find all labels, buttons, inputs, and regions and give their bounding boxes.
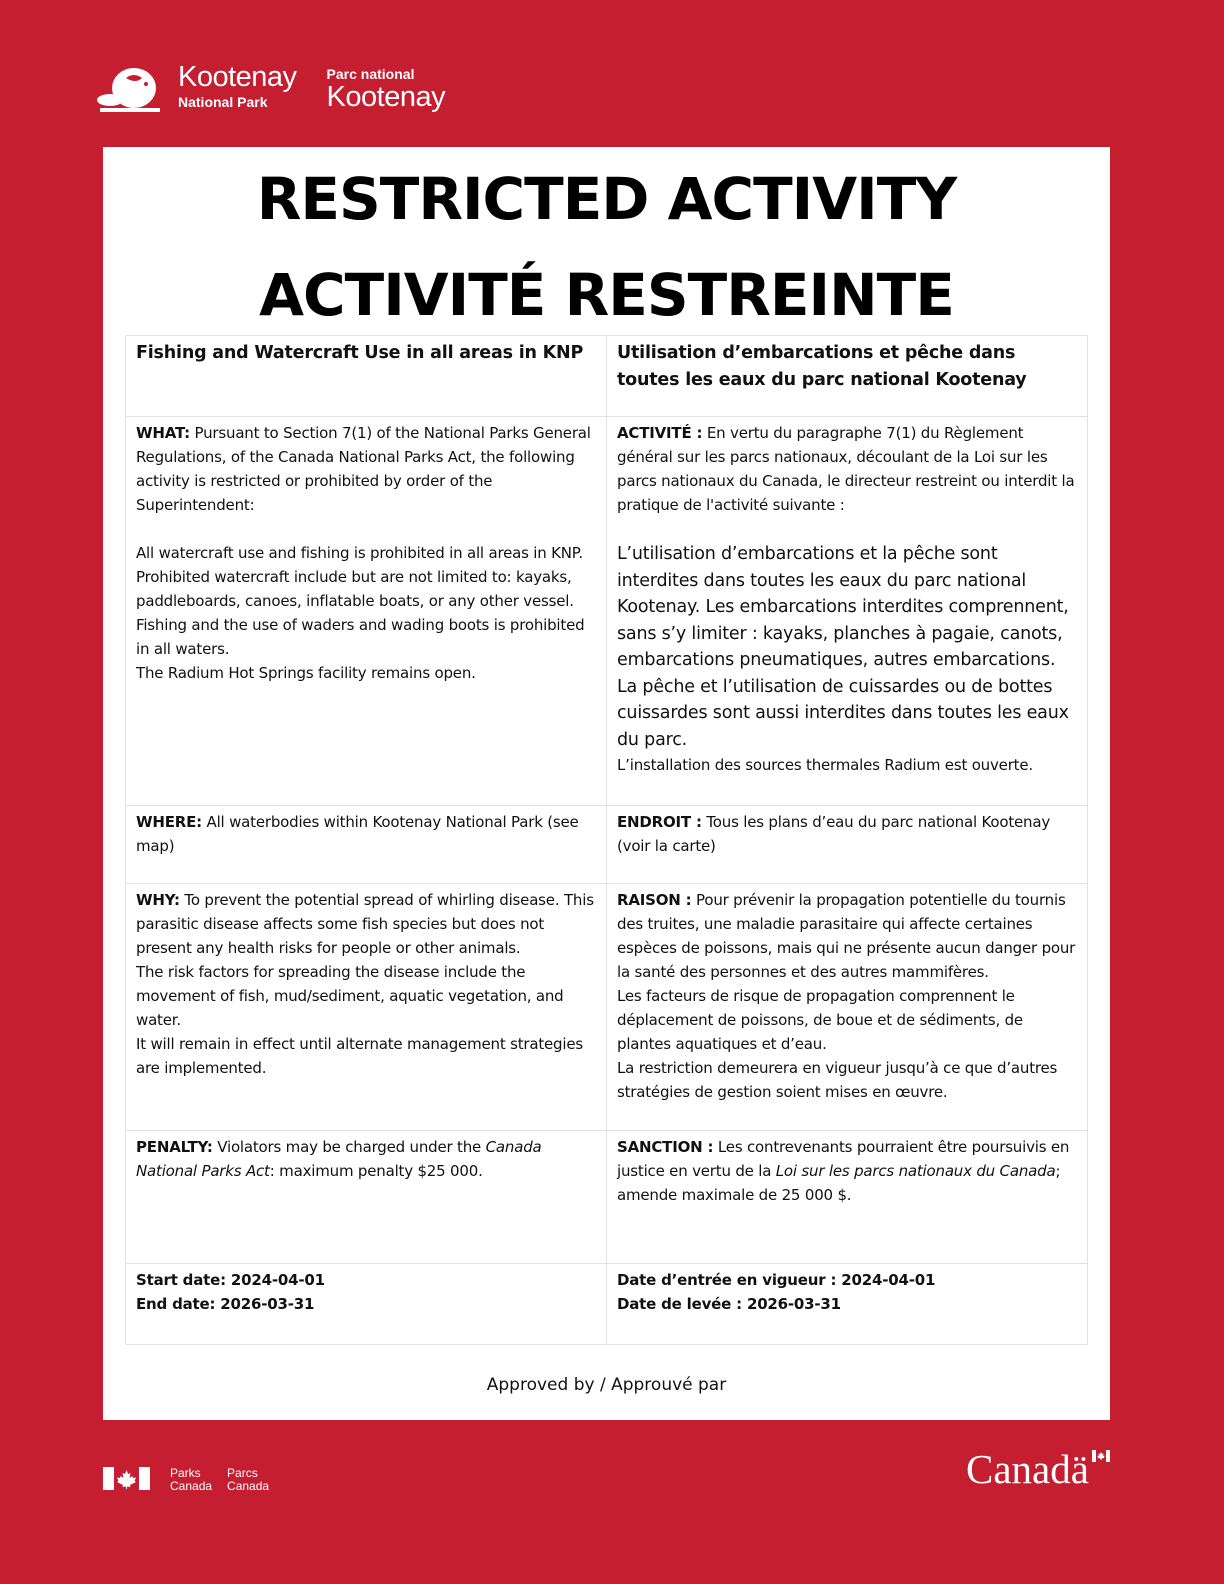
where-en-label: WHERE: (136, 813, 202, 831)
canada-wordmark: Canadä (966, 1446, 1089, 1492)
subject-fr-cell (607, 336, 1088, 417)
start-date-en: Start date: 2024-04-01 (136, 1271, 325, 1289)
what-en-cell (126, 417, 607, 806)
penalty-en-act: Canada National Parks Act (136, 1138, 542, 1180)
penalty-fr-label: SANCTION : (617, 1138, 714, 1156)
what-en-label: WHAT: (136, 424, 190, 442)
park-name-en: Kootenay (178, 61, 297, 93)
why-fr-text: Pour prévenir la propagation potentielle du tournis des truites, une maladie parasitaire qui affecte certaines espèces de poissons, mais qui ne présente aucun danger pour la santé des personnes et des autres mammifères. (617, 891, 1076, 981)
table-row (126, 1264, 1088, 1345)
where-fr-label: ENDROIT : (617, 813, 702, 831)
approved-by: Approved by / Approuvé par (486, 1375, 727, 1395)
penalty-en-post: : maximum penalty $25 000. (269, 1162, 483, 1180)
what-en-text: Pursuant to Section 7(1) of the National Parks General Regulations, of the Canada National Parks Act, the following activity is restricted or prohibited by order of the Superintendent: (136, 424, 591, 514)
park-type-fr: Parc national (326, 66, 415, 82)
brand-english (178, 62, 297, 111)
subject-en-cell (126, 336, 607, 417)
table-row (126, 806, 1088, 884)
title-english: RESTRICTED ACTIVITY (256, 165, 957, 233)
park-type-en: National Park (178, 94, 268, 110)
what-fr-p2: L’utilisation d’embarcations et la pêche sont interdites dans toutes les eaux du parc national Kootenay. Les embarcations interdites comprennent, sans s’y limiter : kayaks, planches à pagaie, canots, embarcations pneumatiques, autres embarcations. La pêche et l’utilisation de cuissardes ou de bottes cuissardes sont aussi interdites dans toutes les eaux du parc. (617, 544, 1069, 750)
park-name-fr: Kootenay (326, 81, 446, 113)
table-row (126, 417, 1088, 806)
canada-flag-icon (103, 1467, 150, 1490)
penalty-fr-post: ; amende maximale de 25 000 $. (617, 1162, 1061, 1204)
what-fr-p3: L’installation des sources thermales Radium est ouverte. (617, 756, 1033, 774)
where-en-text: All waterbodies within Kootenay National Park (see map) (136, 813, 579, 855)
end-date-en: End date: 2026-03-31 (136, 1295, 315, 1313)
what-en-p2: All watercraft use and fishing is prohibited in all areas in KNP. Prohibited watercraft include but are not limited to: kayaks, paddleboards, canoes, inflatable boats, or any other vessel. Fishing and the use of waders and wading boots is prohibited in all waters. (136, 544, 585, 658)
penalty-fr-act: Loi sur les parcs nationaux du Canada (775, 1162, 1056, 1180)
why-en-cell (126, 884, 607, 1131)
end-date-fr: Date de levée : 2026-03-31 (617, 1295, 841, 1313)
penalty-fr-cell (607, 1131, 1088, 1264)
why-en-text: To prevent the potential spread of whirling disease. This parasitic disease affects some fish species but does not present any health risks for people or other animals. (136, 891, 594, 957)
wordmark-flag-icon (1092, 1450, 1110, 1462)
agency-name-fr (227, 1467, 269, 1493)
table-row (126, 336, 1088, 417)
what-fr-cell (607, 417, 1088, 806)
why-fr-cell (607, 884, 1088, 1131)
why-en-p3: It will remain in effect until alternate management strategies are implemented. (136, 1035, 583, 1077)
why-en-p2: The risk factors for spreading the disease include the movement of fish, mud/sediment, aquatic vegetation, and water. (136, 963, 564, 1029)
what-fr-text: En vertu du paragraphe 7(1) du Règlement général sur les parcs nationaux, découlant de la Loi sur les parcs nationaux du Canada, le directeur restreint ou interdit la pratique de l'activité suivante : (617, 424, 1075, 514)
why-fr-p3: La restriction demeurera en vigueur jusqu’à ce que d’autres stratégies de gestion soient mises en œuvre. (617, 1059, 1058, 1101)
penalty-en-cell (126, 1131, 607, 1264)
title-french: ACTIVITÉ RESTREINTE (259, 261, 954, 329)
notice-sheet (103, 147, 1110, 1420)
dates-en-cell (126, 1264, 607, 1345)
penalty-en-label: PENALTY: (136, 1138, 213, 1156)
subject-fr: Utilisation d’embarcations et pêche dans toutes les eaux du parc national Kootenay (617, 343, 1027, 390)
why-fr-p2: Les facteurs de risque de propagation comprennent le déplacement de poissons, de boue et de sédiments, de plantes aquatiques et d’eau. (617, 987, 1023, 1053)
notice-table (125, 335, 1088, 1345)
agency-name-en (170, 1467, 212, 1493)
agency-en-line2: Canada (170, 1479, 213, 1493)
penalty-fr-pre: Les contrevenants pourraient être poursuivis en justice en vertu de la (617, 1138, 1070, 1180)
page-title (103, 151, 1110, 343)
why-en-label: WHY: (136, 891, 180, 909)
what-en-p3: The Radium Hot Springs facility remains open. (136, 664, 476, 682)
subject-en: Fishing and Watercraft Use in all areas in KNP (136, 343, 584, 363)
where-fr-text: Tous les plans d’eau du parc national Kootenay (voir la carte) (617, 813, 1051, 855)
agency-fr-line1: Parcs (227, 1466, 258, 1480)
brand-french (327, 66, 446, 112)
parks-canada-signature (103, 1467, 269, 1493)
dates-fr-cell (607, 1264, 1088, 1345)
beaver-logo-icon (96, 64, 166, 116)
penalty-en-pre: Violators may be charged under the (212, 1138, 486, 1156)
why-fr-label: RAISON : (617, 891, 692, 909)
agency-en-line1: Parks (170, 1466, 201, 1480)
start-date-fr: Date d’entrée en vigueur : 2024-04-01 (617, 1271, 936, 1289)
what-fr-label: ACTIVITÉ : (617, 424, 703, 442)
agency-fr-line2: Canada (227, 1479, 270, 1493)
where-fr-cell (607, 806, 1088, 884)
table-row (126, 1131, 1088, 1264)
park-brand (96, 62, 445, 122)
where-en-cell (126, 806, 607, 884)
table-row (126, 884, 1088, 1131)
